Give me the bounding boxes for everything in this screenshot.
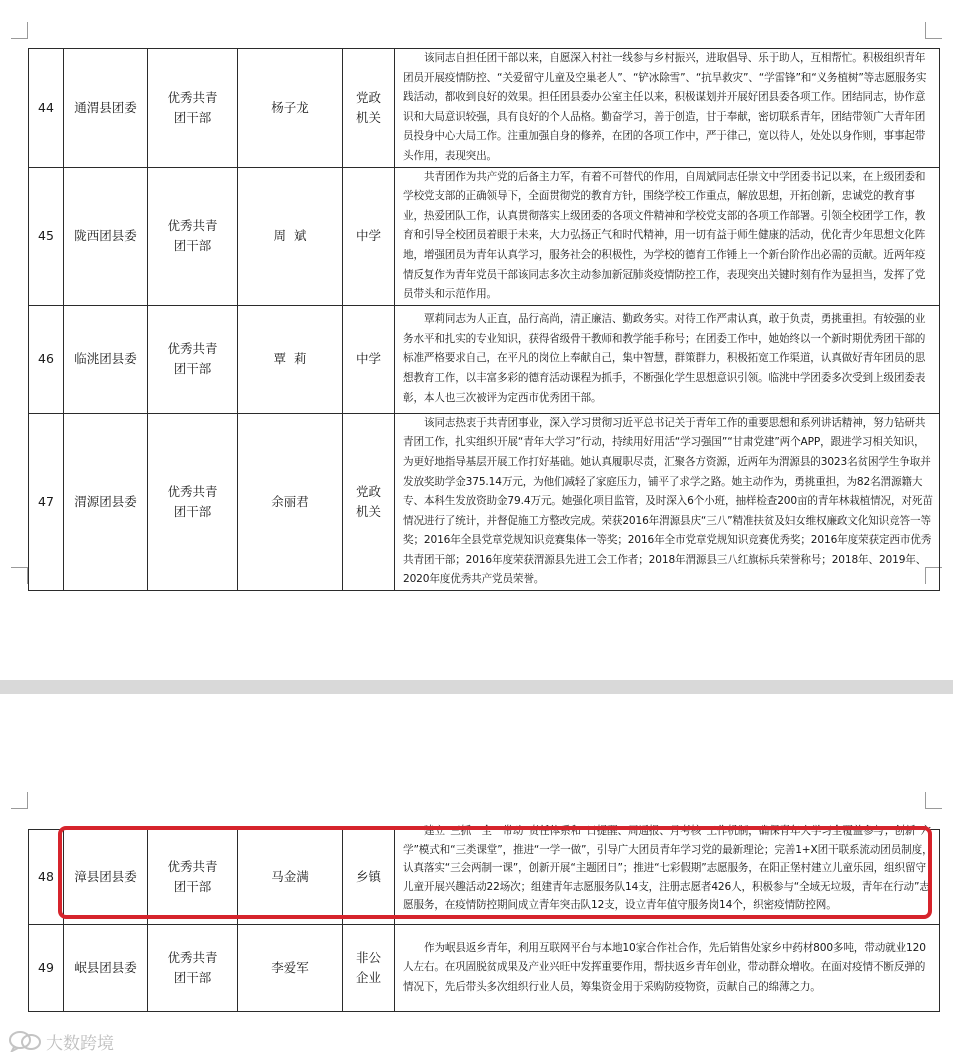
row-number: 47 — [29, 413, 64, 590]
crop-mark-top-left — [11, 22, 28, 39]
unit-cell: 陇西团县委 — [64, 167, 148, 305]
description-cell: 该同志自担任团干部以来，自愿深入村社一线参与乡村振兴，进取倡导、乐于助人，互相帮忙。积极组织青年团员开展疫情防控、“关爱留守儿童及空巢老人”、“铲冰除雪”、“抗旱救灾”、“学雷锋”和“义务植树”等志愿服务实践活动，都收到良好的效果。担任团县委办公室主任以来，积极谋划并开展好团县委各项工作。团结同志，协作意识和大局意识较强，具有良好的个人品格。勤奋学习，善于创造，甘于奉献，密切联系青年，团结带领广大青年团员投身中心大局工作。注重加强自身的修养，在团的各项工作中，严于律己，宽以待人，处处以身作则，事事起带头作用，表现突出。 — [395, 49, 940, 168]
table-row — [29, 830, 940, 925]
row-number: 45 — [29, 167, 64, 305]
unit-cell: 通渭县团委 — [64, 49, 148, 168]
row-number: 48 — [29, 830, 64, 925]
table-row — [29, 413, 940, 590]
table-row — [29, 167, 940, 305]
unit-cell: 岷县团县委 — [64, 925, 148, 1012]
name-cell: 杨子龙 — [238, 49, 343, 168]
crop-mark-top-right — [925, 22, 942, 39]
award-cell: 优秀共青团干部 — [148, 413, 238, 590]
row-number: 49 — [29, 925, 64, 1012]
description-cell: 共青团作为共产党的后备主力军，有着不可替代的作用，自周斌同志任崇文中学团委书记以来，在上级团委和学校党支部的正确领导下，全面贯彻党的教育方针，围绕学校工作重点，解放思想，开拓创新，忠诚党的教育事业，热爱团队工作，认真贯彻落实上级团委的各项文件精神和学校党支部的各项工作部署。引领全校团学工作，教育和引导全校团员着眼于未来，大力弘扬正气和时代精神，用一切有益于师生健康的活动，优化青少年思想文化阵地，增强团员为青年认真学习，服务社会的积极性，为学校的德育工作锤上一个新台阶作出必需的贡献。近两年疫情反复作为青年党员干部该同志多次主动参加新冠肺炎疫情防控工作，表现突出关键时刻有作为显担当，发挥了党员带头和示范作用。 — [395, 167, 940, 305]
category-cell: 党政机关 — [343, 413, 395, 590]
award-cell: 优秀共青团干部 — [148, 830, 238, 925]
page-separator — [0, 680, 953, 694]
award-cell: 优秀共青团干部 — [148, 167, 238, 305]
crop-mark-top-right — [925, 792, 942, 809]
award-cell: 优秀共青团干部 — [148, 49, 238, 168]
row-number: 44 — [29, 49, 64, 168]
name-cell: 马金满 — [238, 830, 343, 925]
award-cell: 优秀共青团干部 — [148, 305, 238, 413]
description-cell: 建立“三抓一全一带动”责任体系和“日提醒、周通报、月考核”工作机制，确保青年大学习全覆盖参与；创新“六学”模式和“三类课堂”，推进“一学一做”，引导广大团员青年学习党的最新理论；完善1+X团干联系流动团员制度，认真落实“三会两制一课”，创新开展“主题团日”；推进“七彩假期”志愿服务，在阳正堡村建立儿童乐园，组织留守儿童开展兴趣活动22场次；组建青年志愿服务队14支，注册志愿者426人，积极参与“全域无垃圾，青年在行动”志愿服务，在疫情防控期间成立青年突击队12支，设立青年值守服务岗14个，织密疫情防控网。 — [395, 830, 940, 925]
name-cell: 李爱军 — [238, 925, 343, 1012]
unit-cell: 漳县团县委 — [64, 830, 148, 925]
table-row — [29, 49, 940, 168]
description-cell: 该同志热衷于共青团事业，深入学习贯彻习近平总书记关于青年工作的重要思想和系列讲话精神，努力钻研共青团工作，扎实组织开展“青年大学习”行动，持续用好用活“学习强国”“甘肃党建”两个APP，跟进学习相关知识，为更好地指导基层开展工作打好基础。她认真履职尽责，汇聚各方资源，近两年为渭源县的3023名贫困学生争取并发放奖助学金375.14万元，为他们减轻了家庭压力，铺平了求学之路。她主动作为，勇挑重担，为82名渭源籍大专、本科生发放资助金79.4万元。她强化项目监管，及时深入6个小班，抽样检查200亩的青年林栽植情况，对死苗情况进行了统计，并督促施工方整改完成。荣获2016年渭源县庆“三八”精准扶贫及妇女维权廉政文化知识竞答一等奖；2016年全县党章党规知识竞赛集体一等奖；2016年全市党章党规知识竞赛优秀奖；2016年度荣获定西市优秀共青团干部；2016年度荣获渭源县先进工会工作者；2018年渭源县三八红旗标兵荣誉称号；2018年、2019年、2020年度优秀共产党员荣誉。 — [395, 413, 940, 590]
crop-mark-bottom-left — [11, 567, 28, 584]
watermark — [8, 1026, 114, 1056]
name-cell: 覃 莉 — [238, 305, 343, 413]
table-row — [29, 305, 940, 413]
watermark-text: 大数跨境 — [46, 1033, 114, 1054]
category-cell: 党政机关 — [343, 49, 395, 168]
crop-mark-top-left — [11, 792, 28, 809]
category-cell: 中学 — [343, 305, 395, 413]
category-cell: 中学 — [343, 167, 395, 305]
description-cell: 覃莉同志为人正直，品行高尚，清正廉洁、勤政务实。对待工作严肃认真，敢于负责，勇挑重担。有较强的业务水平和扎实的专业知识，获得省级骨干教师和教学能手称号；在团委工作中，她始终以一个新时期优秀团干部的标准严格要求自己，在平凡的岗位上奉献自己，集中智慧，群策群力，积极拓宽工作渠道，认真做好青年团员的思想教育工作，以丰富多彩的德育活动课程为抓手，不断强化学生思想意识引领。临洮中学团委多次受到上级团委表彰，本人也三次被评为定西市优秀团干部。 — [395, 305, 940, 413]
awards-table-page-2 — [28, 825, 940, 1012]
name-cell: 余丽君 — [238, 413, 343, 590]
unit-cell: 临洮团县委 — [64, 305, 148, 413]
chat-bubble-logo-icon — [8, 1030, 42, 1052]
description-cell: 作为岷县返乡青年，利用互联网平台与本地10家合作社合作，先后销售处家乡中药材800多吨，带动就业120人左右。在巩固脱贫成果及产业兴旺中发挥重要作用，帮扶返乡青年创业，带动群众增收。在面对疫情不断反弹的情况下，先后带头多次组织行业人员，筹集资金用于采购防疫物资，贡献自己的绵薄之力。 — [395, 925, 940, 1012]
awards-table-page-1 — [28, 48, 940, 591]
award-cell: 优秀共青团干部 — [148, 925, 238, 1012]
table-row — [29, 925, 940, 1012]
row-number: 46 — [29, 305, 64, 413]
unit-cell: 渭源团县委 — [64, 413, 148, 590]
category-cell: 非公企业 — [343, 925, 395, 1012]
category-cell: 乡镇 — [343, 830, 395, 925]
name-cell: 周 斌 — [238, 167, 343, 305]
